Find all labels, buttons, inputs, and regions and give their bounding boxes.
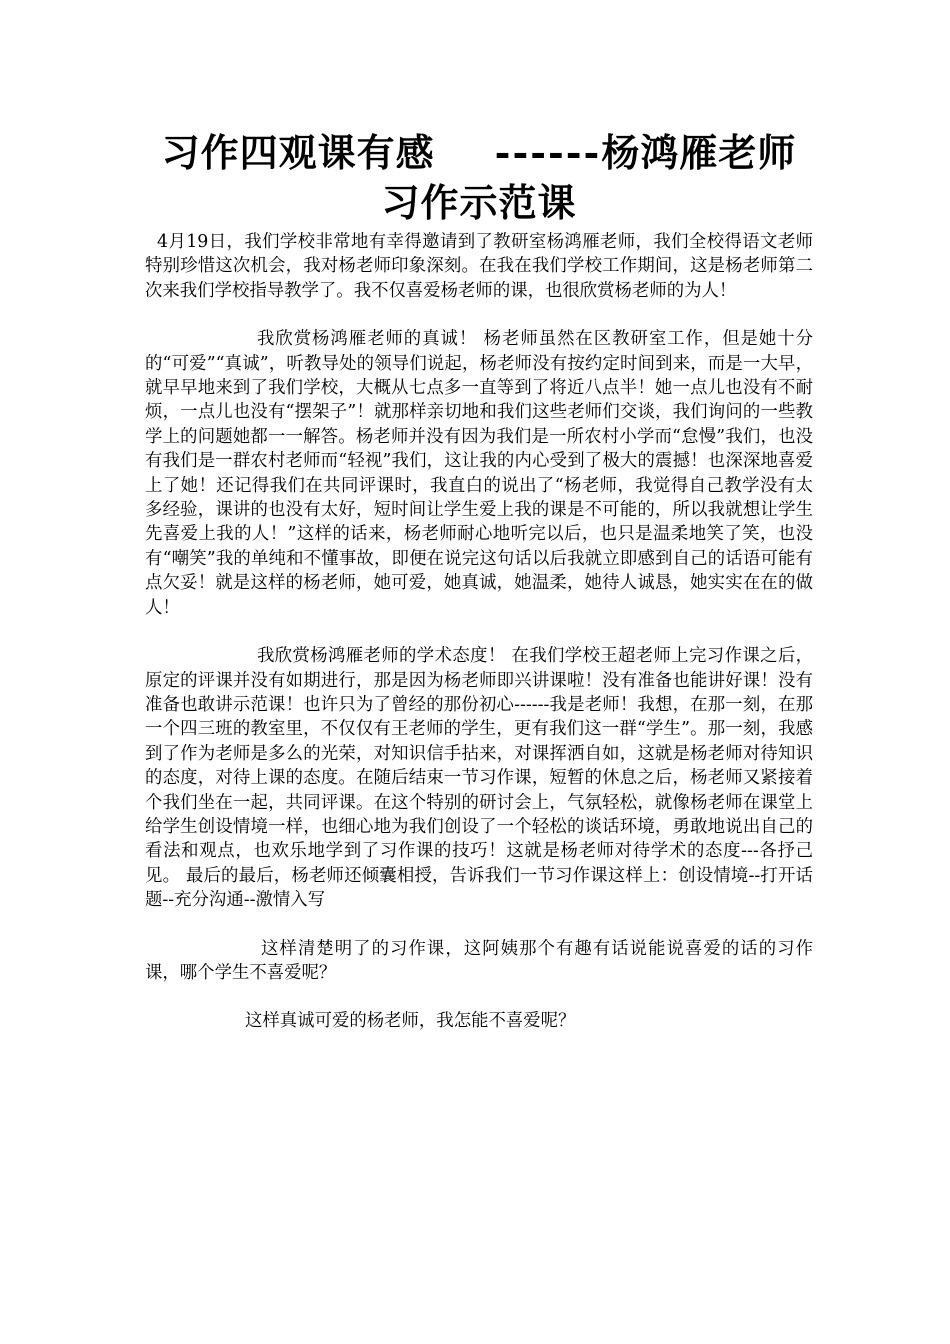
paragraph-intro: 4月19日，我们学校非常地有幸得邀请到了教研室杨鸿雁老师，我们全校得语文老师特别珍惜这次机会，我对杨老师印象深刻。在我在我们学校工作期间，这是杨老师第二次来我们学校指导教学了。我不仅喜爱杨老师的课，也很欣赏杨老师的为人！ <box>145 232 813 301</box>
paragraph-closing: 这样真诚可爱的杨老师，我怎能不喜爱呢？ <box>245 1011 576 1032</box>
document-title <box>145 128 813 228</box>
paragraph-sincerity: 我欣赏杨鸿雁老师的真诚！ 杨老师虽然在区教研室工作，但是她十分的“可爱”“真诚”，听教导处的领导们说起，杨老师没有按约定时间到来，而是一大早，就早早地来到了我们学校，大概从七点多一直等到了将近八点半！她一点儿也没有不耐烦，一点儿也没有“摆架子”！就那样亲切地和我们这些老师们交谈，我们询问的一些教学上的问题她都一一解答。杨老师并没有因为我们是一所农村小学而“怠慢”我们，也没有我们是一群农村老师而“轻视”我们，这让我的内心受到了极大的震撼！也深深地喜爱上了她！还记得我们在共同评课时，我直白的说出了“杨老师，我觉得自己教学没有太多经验，课讲的也没有太好，短时间让学生爱上我的课是不可能的，所以我就想让学生先喜爱上我的人！”这样的话来，杨老师耐心地听完以后，也只是温柔地笑了笑，也没有“嘲笑”我的单纯和不懂事故，即便在说完这句话以后我就立即感到自己的话语可能有点欠妥！就是这样的杨老师，她可爱，她真诚，她温柔，她待人诚恳，她实实在在的做人！ <box>145 329 813 618</box>
title-dashes: ------ <box>494 130 602 175</box>
title-main: 习作四观课有感 <box>161 130 435 175</box>
title-subject: 杨鸿雁老师习作示范课 <box>381 130 797 225</box>
document-page <box>145 128 813 1034</box>
paragraph-academic-attitude: 我欣赏杨鸿雁老师的学术态度！ 在我们学校王超老师上完习作课之后，原定的评课并没有如期进行，那是因为杨老师即兴讲课啦！没有准备也能讲好课！没有准备也敢讲示范课！也许只为了曾经的那份初心------我是老师！我想，在那一刻，在那一个四三班的教室里，不仅仅有王老师的学生，更有我们这一群“学生”。那一刻，我感到了作为老师是多么的光荣，对知识信手拈来，对课挥洒自如，这就是杨老师对待知识的态度，对待上课的态度。在随后结束一节习作课，短暂的休息之后，杨老师又紧接着个我们坐在一起，共同评课。在这个特别的研讨会上，气氛轻松，就像杨老师在课堂上给学生创设情境一样，也细心地为我们创设了一个轻松的谈话环境，勇敢地说出自己的看法和观点，也欢乐地学到了习作课的技巧！这就是杨老师对待学术的态度---各抒己见。 最后的最后，杨老师还倾囊相授，告诉我们一节习作课这样上：创设情境--打开话题--充分沟通--激情入写 <box>145 646 813 911</box>
paragraph-students: 这样清楚明了的习作课，这阿姨那个有趣有话说能说喜爱的话的习作课，哪个学生不喜爱呢？ <box>145 938 813 983</box>
